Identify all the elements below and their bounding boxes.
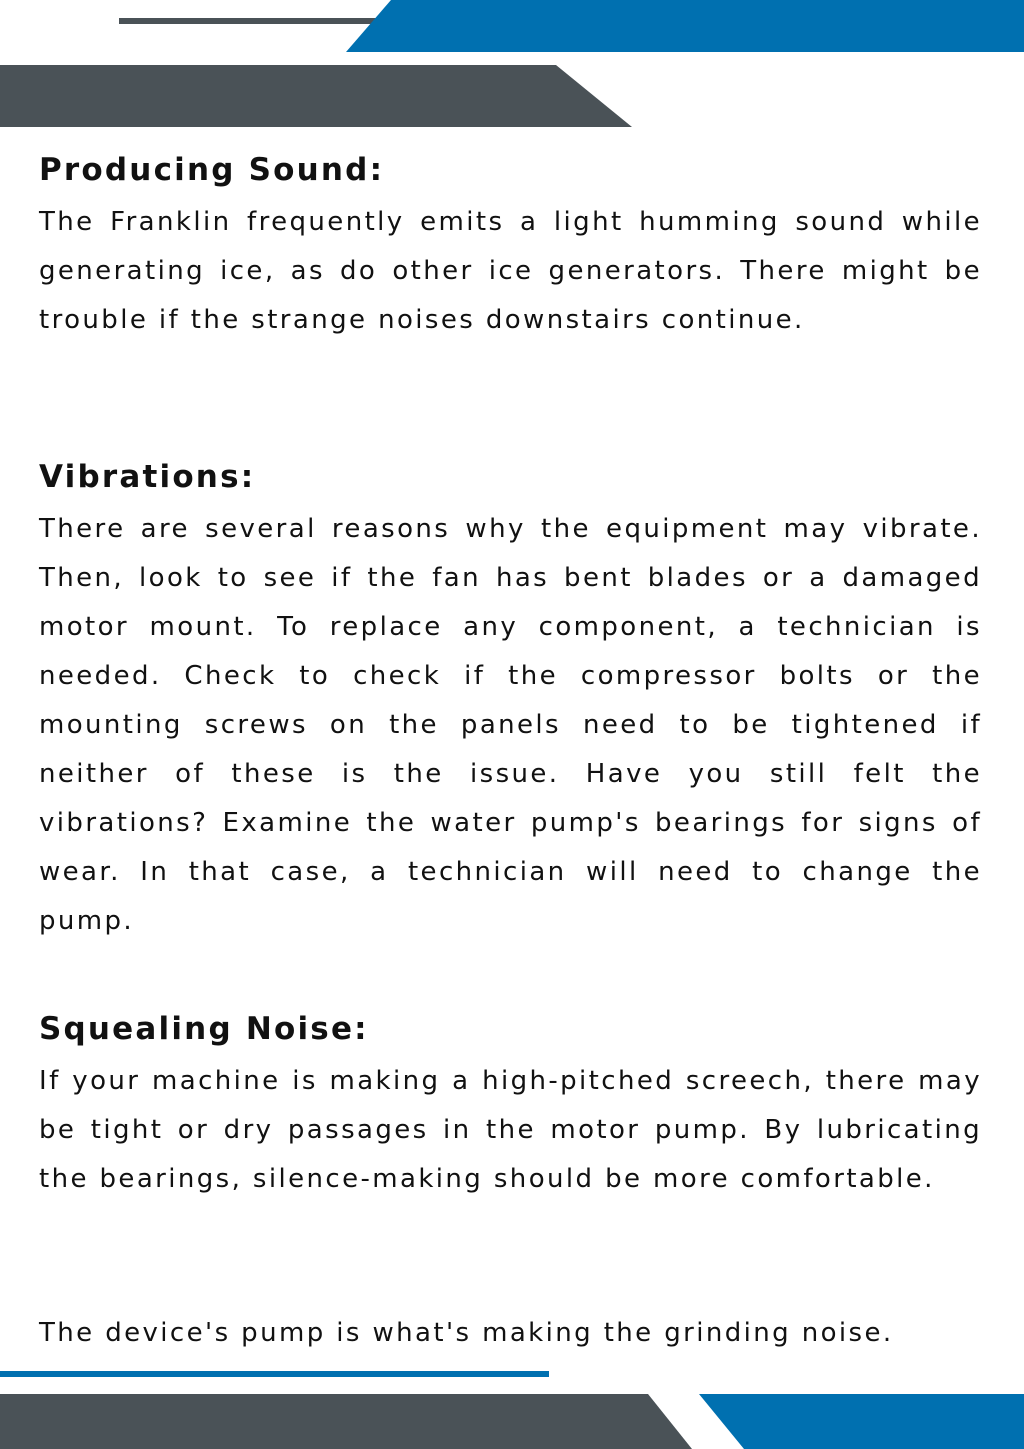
section-producing-sound <box>39 148 982 345</box>
top-gray-band <box>0 65 632 127</box>
top-blue-band <box>346 0 1024 52</box>
section-heading: Squealing Noise: <box>39 1011 369 1047</box>
section-squealing-noise <box>39 1007 982 1204</box>
section-body: The Franklin frequently emits a light humming sound while generating ice, as do other ice generators. There might be trouble if the strange noises downstairs continue. <box>39 207 982 335</box>
top-thin-gray-line <box>119 18 384 24</box>
section-heading: Vibrations: <box>39 459 256 495</box>
section-heading: Producing Sound: <box>39 152 385 188</box>
top-decoration <box>0 0 1024 130</box>
section-vibrations <box>39 455 982 946</box>
bottom-gray-band <box>0 1394 692 1449</box>
bottom-blue-band <box>699 1394 1024 1449</box>
section-body: There are several reasons why the equipment may vibrate. Then, look to see if the fan has bent blades or a damaged motor mount. To replace any component, a technician is needed. Check to check if the compressor bolts or the mounting screws on the panels need to be tightened if neither of these is the issue. Have you still felt the vibrations? Examine the water pump's bearings for signs of wear. In that case, a technician will need to change the pump. <box>39 514 982 936</box>
section-body: If your machine is making a high-pitched screech, there may be tight or dry passages in the motor pump. By lubricating the bearings, silence-making should be more comfortable. <box>39 1066 982 1194</box>
bottom-thin-blue-line <box>0 1371 549 1377</box>
closing-line: The device's pump is what's making the grinding noise. <box>39 1318 894 1348</box>
